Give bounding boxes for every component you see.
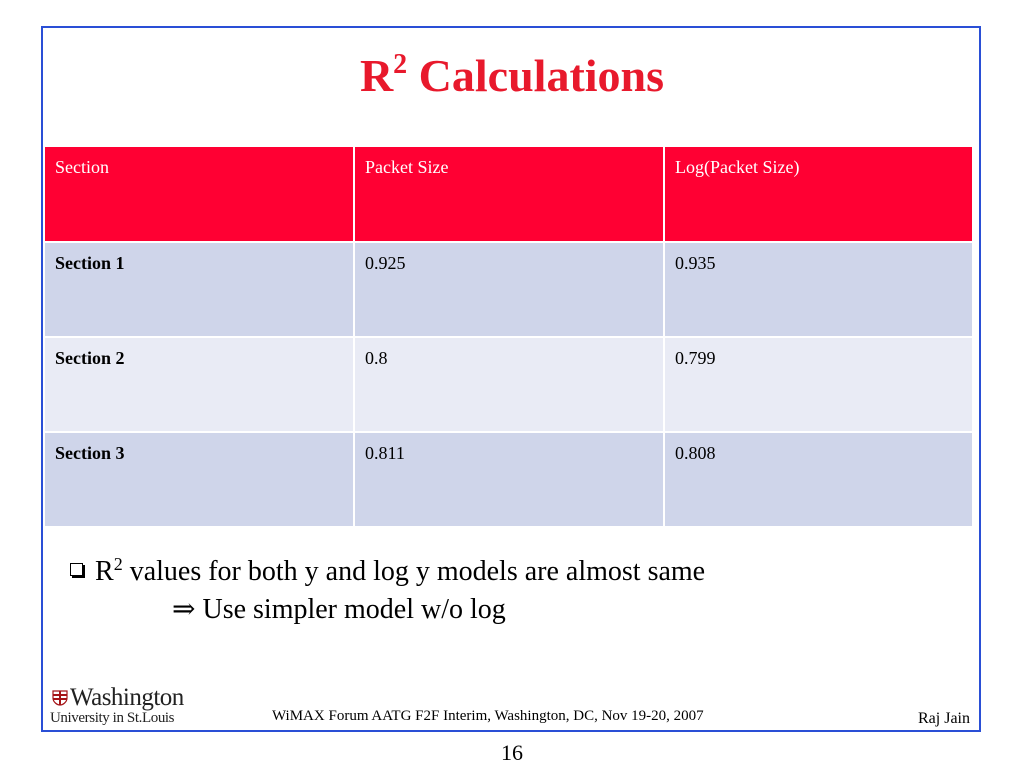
footer-event: WiMAX Forum AATG F2F Interim, Washington, DC, Nov 19-20, 2007 [272,708,704,724]
bullet-r: R [95,556,114,587]
title-rest: Calculations [407,50,665,101]
row-section-label: Section 2 [44,337,354,432]
bullet-superscript: 2 [113,554,123,574]
shield-icon [52,690,68,706]
row-log-packet-size: 0.935 [664,242,973,337]
row-packet-size: 0.925 [354,242,664,337]
bullet-item [70,553,705,591]
sub-bullet-text: Use simpler model w/o log [195,594,506,625]
university-logo [50,684,190,726]
table-row [44,242,973,337]
table-header-row [44,146,973,242]
row-packet-size: 0.811 [354,432,664,527]
table-row [44,337,973,432]
row-packet-size: 0.8 [354,337,664,432]
row-section-label: Section 3 [44,432,354,527]
header-packet-size: Packet Size [354,146,664,242]
row-log-packet-size: 0.799 [664,337,973,432]
slide-title [0,46,1024,106]
implies-arrow-icon: ⇒ [172,594,196,625]
footer-author: Raj Jain [918,710,970,727]
bullet-list [70,553,705,629]
header-log-packet-size: Log(Packet Size) [664,146,973,242]
page-number: 16 [501,740,523,765]
r2-table [43,145,974,528]
sub-bullet-item [70,591,705,629]
logo-line-2: University in St.Louis [50,710,175,726]
logo-line-1: Washington [70,684,184,711]
title-main: R [359,50,394,101]
square-bullet-icon [70,563,83,576]
row-log-packet-size: 0.808 [664,432,973,527]
bullet-text: values for both y and log y models are almost same [122,556,706,587]
header-section: Section [44,146,354,242]
table-row [44,432,973,527]
row-section-label: Section 1 [44,242,354,337]
title-superscript: 2 [393,49,408,80]
